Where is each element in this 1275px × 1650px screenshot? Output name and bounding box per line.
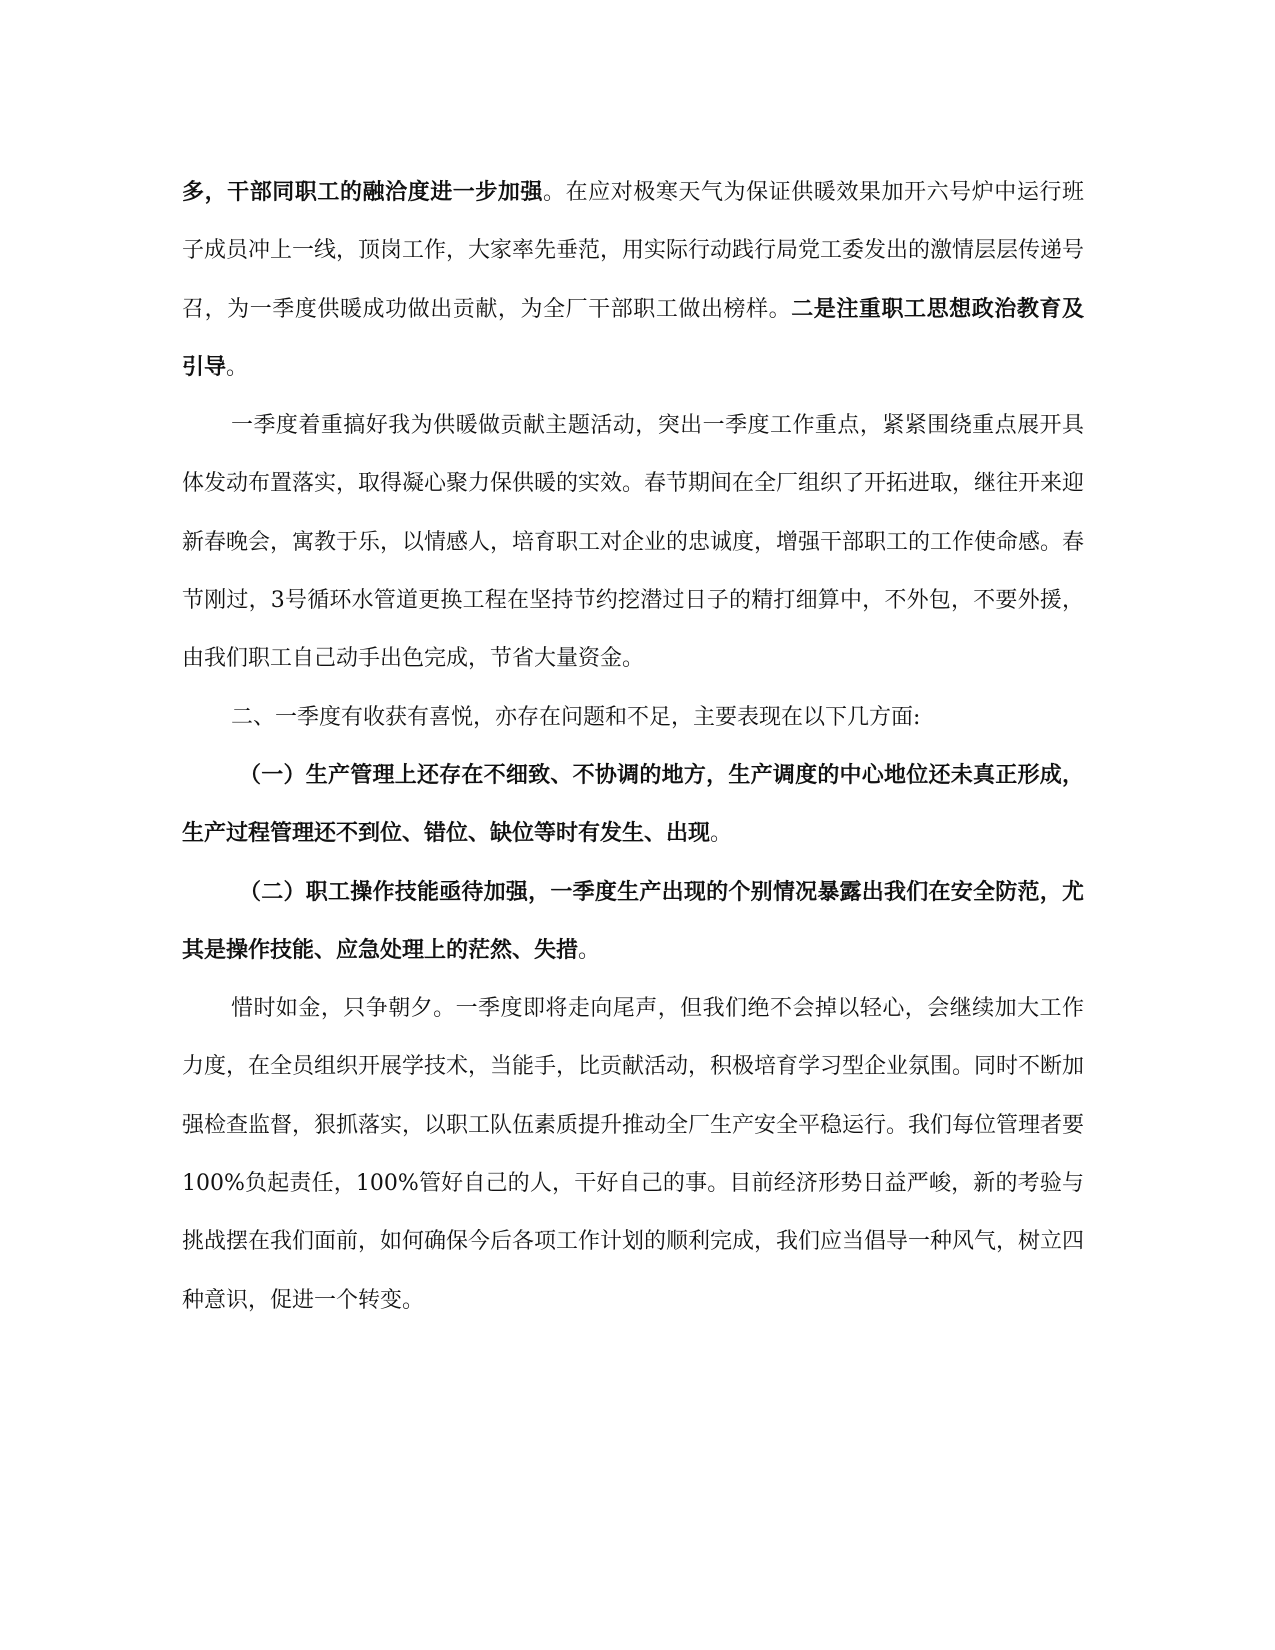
paragraph-5 [182,864,1084,981]
paragraph-1 [182,164,1084,397]
paragraph-1-bold-point: 二是注重职工思想政治教育及引导 [182,296,1084,380]
paragraph-4-bold: （一）生产管理上还存在不细致、不协调的地方，生产调度的中心地位还未真正形成，生产过程管理还不到位、错位、缺位等时有发生、出现 [182,762,1084,847]
paragraph-6: 惜时如金，只争朝夕。一季度即将走向尾声，但我们绝不会掉以轻心，会继续加大工作力度，在全员组织开展学技术，当能手，比贡献活动，积极培育学习型企业氛围。同时不断加强检查监督，狠抓落实，以职工队伍素质提升推动全厂生产安全平稳运行。我们每位管理者要100%负起责任，100%管好自己的人，干好自己的事。目前经济形势日益严峻，新的考验与挑战摆在我们面前，如何确保今后各项工作计划的顺利完成，我们应当倡导一种风气，树立四种意识，促进一个转变。 [182,996,1085,1313]
document-body [182,164,1084,1330]
paragraph-4-tail: 。 [710,821,733,847]
paragraph-5-tail: 。 [578,937,601,963]
paragraph-2: 一季度着重搞好我为供暖做贡献主题活动，突出一季度工作重点，紧紧围绕重点展开具体发动布置落实，取得凝心聚力保供暖的实效。春节期间在全厂组织了开拓进取，继往开来迎新春晚会，寓教于乐，以情感人，培育职工对企业的忠诚度，增强干部职工的工作使命感。春节刚过，3号循环水管道更换工程在坚持节约挖潜过日子的精打细算中，不外包，不要外援，由我们职工自己动手出色完成，节省大量资金。 [182,413,1085,672]
paragraph-3: 二、一季度有收获有喜悦，亦存在问题和不足，主要表现在以下几方面: [231,704,921,730]
paragraph-5-bold: （二）职工操作技能亟待加强，一季度生产出现的个别情况暴露出我们在安全防范，尤其是操作技能、应急处理上的茫然、失措 [182,879,1084,963]
paragraph-4 [182,747,1084,864]
paragraph-1-tail: 。 [226,354,249,380]
paragraph-1-text: 。在应对极寒天气为保证供暖效果加开六号炉中运行班子成员冲上一线，顶岗工作，大家率先垂范，用实际行动践行局党工委发出的激情层层传递号召，为一季度供暖成功做出贡献，为全厂干部职工做出榜样。 [182,180,1085,322]
paragraph-1-bold-lead: 多，干部同职工的融洽度进一步加强 [182,180,544,205]
